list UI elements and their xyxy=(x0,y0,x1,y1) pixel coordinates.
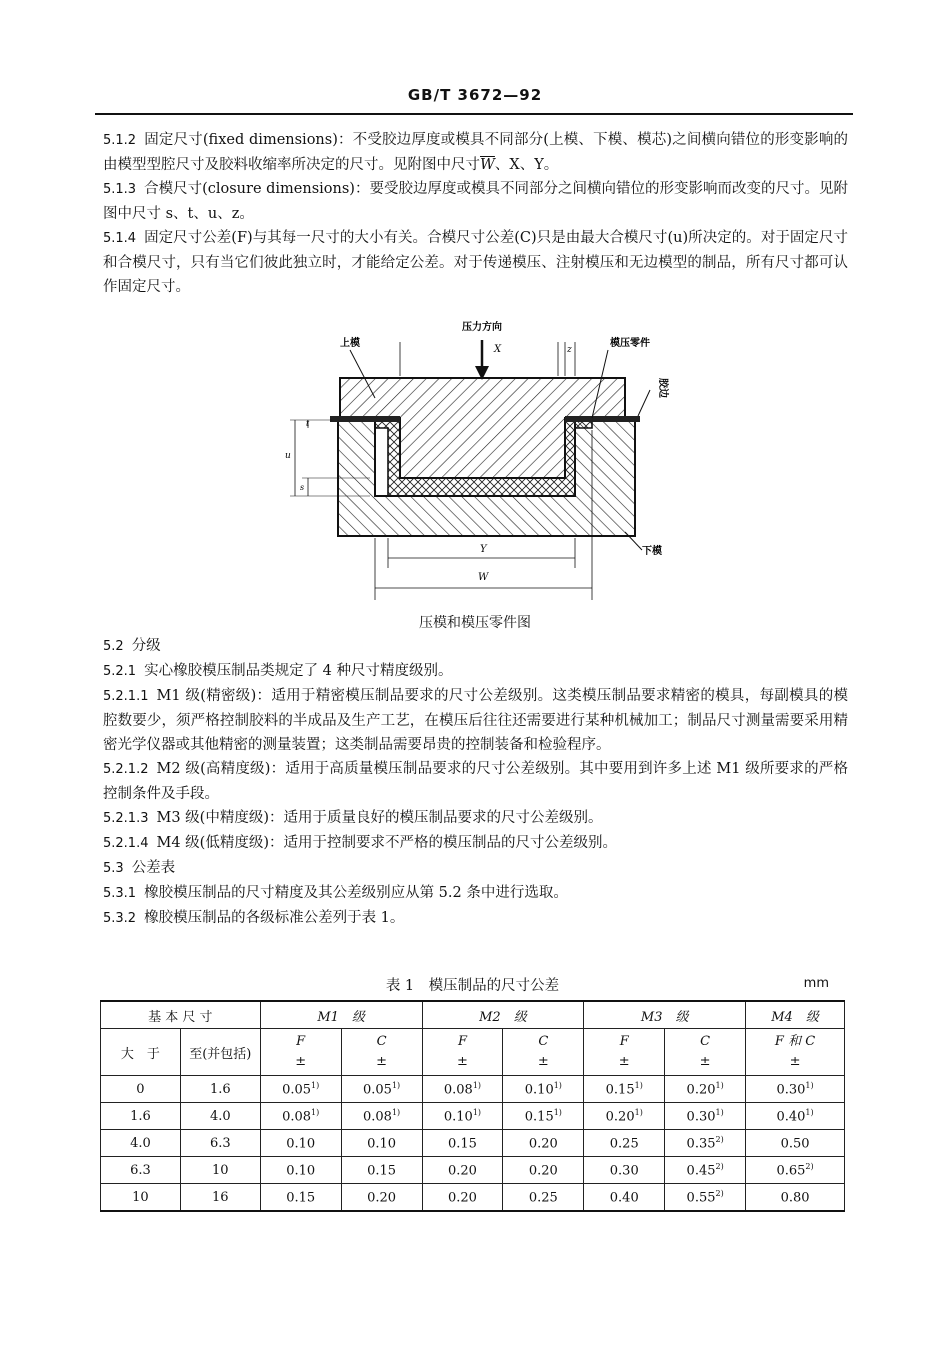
paragraph-5-1-4 xyxy=(103,226,848,299)
paragraph-5-3-2 xyxy=(103,906,848,931)
table-body xyxy=(101,1076,845,1212)
table-row xyxy=(101,1103,845,1130)
cell-tolerance: 0.10$^{1)}$ xyxy=(422,1103,503,1130)
header-m3: M3 级 xyxy=(584,1001,746,1029)
paragraph-5-2-1 xyxy=(103,659,848,684)
clause-number: 5.1.3 xyxy=(103,182,137,197)
definitions-block xyxy=(103,128,848,299)
mold-diagram xyxy=(270,318,690,608)
table-row xyxy=(101,1184,845,1212)
cell-tolerance: 0.20$^{1)}$ xyxy=(584,1103,665,1130)
paragraph-5-2-1-3 xyxy=(103,806,848,831)
paragraph-text: 公差表 xyxy=(131,860,176,876)
header-to: 至(并包括) xyxy=(180,1029,260,1076)
cell-tolerance: 0.20 xyxy=(422,1184,503,1212)
section-5-2 xyxy=(103,634,848,659)
cell-from: 0 xyxy=(101,1076,181,1103)
label-y: Y xyxy=(480,544,487,555)
label-lower: 下模 xyxy=(642,546,662,557)
cell-tolerance: 0.30 xyxy=(584,1157,665,1184)
tolerance-table-block xyxy=(100,974,845,1212)
label-s: s xyxy=(300,483,305,492)
cell-tolerance: 0.08$^{1)}$ xyxy=(260,1103,341,1130)
paragraph-text: M4 级(低精度级)：适用于控制要求不严格的模压制品的尺寸公差级别。 xyxy=(156,835,617,851)
cell-tolerance: 0.05$^{1)}$ xyxy=(260,1076,341,1103)
label-x: X xyxy=(494,344,502,355)
table-header-row-2 xyxy=(101,1029,845,1076)
table-row xyxy=(101,1076,845,1103)
clause-number: 5.2.1 xyxy=(103,664,137,679)
header-m2-f: F ± xyxy=(422,1029,503,1076)
paragraph-text: M3 级(中精度级)：适用于质量良好的模压制品要求的尺寸公差级别。 xyxy=(156,810,603,826)
label-w: W xyxy=(478,572,489,583)
paragraph-text: 橡胶模压制品的各级标准公差列于表 1。 xyxy=(144,910,405,926)
clause-number: 5.2.1.2 xyxy=(103,762,149,777)
cell-tolerance: 0.35$^{2)}$ xyxy=(665,1130,746,1157)
cell-tolerance: 0.15 xyxy=(260,1184,341,1212)
header-m4-fc: F 和 C ± xyxy=(746,1029,845,1076)
clause-number: 5.2.1.3 xyxy=(103,811,149,826)
cell-from: 4.0 xyxy=(101,1130,181,1157)
paragraph-text: 橡胶模压制品的尺寸精度及其公差级别应从第 5.2 条中进行选取。 xyxy=(144,885,568,901)
clause-number: 5.3.2 xyxy=(103,911,137,926)
paragraph-text: 分级 xyxy=(131,638,161,654)
cell-tolerance: 0.05$^{1)}$ xyxy=(341,1076,422,1103)
symbol-w-overline: $\overline{W}$ xyxy=(480,157,495,173)
header-m1: M1 级 xyxy=(260,1001,422,1029)
cell-tolerance: 0.15$^{1)}$ xyxy=(503,1103,584,1130)
cell-tolerance: 0.20 xyxy=(503,1130,584,1157)
cell-to: 1.6 xyxy=(180,1076,260,1103)
cell-tolerance: 0.20$^{1)}$ xyxy=(665,1076,746,1103)
label-flash: 胶边 xyxy=(657,378,668,398)
table-row xyxy=(101,1157,845,1184)
cell-to: 4.0 xyxy=(180,1103,260,1130)
paragraph-text: M1 级(精密级)：适用于精密模压制品要求的尺寸公差级别。这类模压制品要求精密的模具，每副模具的模腔数要少，须严格控制胶料的半成品及生产工艺，在模压后往往还需要进行某种机械加工；制品尺寸测量需要采用精密光学仪器或其他精密的测量装置；这类制品需要昂贵的控制装备和检验程序。 xyxy=(103,688,848,753)
paragraph-5-1-3 xyxy=(103,177,848,226)
paragraph-text: 固定尺寸(fixed dimensions)：不受胶边厚度或模具不同部分(上模、下模、模芯)之间横向错位的形变影响的由模型型腔尺寸及胶料收缩率所决定的尺寸。见附图中尺寸 xyxy=(103,132,848,173)
tolerance-table xyxy=(100,1000,845,1212)
clause-number: 5.3 xyxy=(103,861,124,876)
header-m4: M4 级 xyxy=(746,1001,845,1029)
header-from: 大 于 xyxy=(101,1029,181,1076)
paragraph-tail: 、X、Y。 xyxy=(494,157,559,173)
cell-tolerance: 0.50 xyxy=(746,1130,845,1157)
clause-number: 5.2.1.1 xyxy=(103,689,149,704)
clause-number: 5.2 xyxy=(103,639,124,654)
cell-tolerance: 0.20 xyxy=(341,1184,422,1212)
cell-tolerance: 0.45$^{2)}$ xyxy=(665,1157,746,1184)
paragraph-text: M2 级(高精度级)：适用于高质量模压制品要求的尺寸公差级别。其中要用到许多上述 M1 级所要求的严格控制条件及手段。 xyxy=(103,761,848,802)
cell-to: 10 xyxy=(180,1157,260,1184)
label-t: t xyxy=(306,419,310,428)
cell-from: 6.3 xyxy=(101,1157,181,1184)
paragraph-5-2-1-2 xyxy=(103,757,848,806)
header-m1-c: C ± xyxy=(341,1029,422,1076)
label-z: z xyxy=(567,345,572,355)
cell-from: 10 xyxy=(101,1184,181,1212)
section-5-3 xyxy=(103,856,848,881)
page-header: GB/T 3672—92 xyxy=(407,86,543,104)
cell-tolerance: 0.30$^{1)}$ xyxy=(665,1103,746,1130)
paragraph-5-1-2 xyxy=(103,128,848,177)
cell-tolerance: 0.25 xyxy=(584,1130,665,1157)
figure-caption: 压模和模压零件图 xyxy=(419,615,531,631)
table-caption-row xyxy=(100,974,845,998)
cell-tolerance: 0.40 xyxy=(584,1184,665,1212)
header-m2-c: C ± xyxy=(503,1029,584,1076)
header-m3-f: F ± xyxy=(584,1029,665,1076)
paragraph-5-3-1 xyxy=(103,881,848,906)
cell-tolerance: 0.10 xyxy=(341,1130,422,1157)
table-header-row-1 xyxy=(101,1001,845,1029)
cell-to: 16 xyxy=(180,1184,260,1212)
table-title: 表 1 模压制品的尺寸公差 xyxy=(385,978,560,994)
cell-tolerance: 0.80 xyxy=(746,1184,845,1212)
paragraph-text: 合模尺寸(closure dimensions)：要受胶边厚度或模具不同部分之间横向错位的形变影响而改变的尺寸。见附图中尺寸 s、t、u、z。 xyxy=(103,181,848,222)
cell-tolerance: 0.55$^{2)}$ xyxy=(665,1184,746,1212)
cell-tolerance: 0.10$^{1)}$ xyxy=(503,1076,584,1103)
cell-tolerance: 0.65$^{2)}$ xyxy=(746,1157,845,1184)
cell-tolerance: 0.15$^{1)}$ xyxy=(584,1076,665,1103)
table-row xyxy=(101,1130,845,1157)
cell-tolerance: 0.08$^{1)}$ xyxy=(341,1103,422,1130)
cell-tolerance: 0.15 xyxy=(422,1130,503,1157)
cell-tolerance: 0.15 xyxy=(341,1157,422,1184)
paragraph-5-2-1-4 xyxy=(103,831,848,856)
label-pressure: 压力方向 xyxy=(462,322,502,333)
cell-tolerance: 0.25 xyxy=(503,1184,584,1212)
cell-tolerance: 0.30$^{1)}$ xyxy=(746,1076,845,1103)
header-m3-c: C ± xyxy=(665,1029,746,1076)
cell-tolerance: 0.10 xyxy=(260,1157,341,1184)
table-unit: mm xyxy=(803,976,829,991)
cell-tolerance: 0.20 xyxy=(422,1157,503,1184)
cell-tolerance: 0.08$^{1)}$ xyxy=(422,1076,503,1103)
cell-tolerance: 0.20 xyxy=(503,1157,584,1184)
cell-to: 6.3 xyxy=(180,1130,260,1157)
header-rule xyxy=(95,113,853,115)
header-basic-size: 基 本 尺 寸 xyxy=(101,1001,261,1029)
cell-tolerance: 0.40$^{1)}$ xyxy=(746,1103,845,1130)
cell-from: 1.6 xyxy=(101,1103,181,1130)
label-upper: 上模 xyxy=(340,338,360,349)
header-m2: M2 级 xyxy=(422,1001,584,1029)
label-u: u xyxy=(285,451,291,461)
clause-number: 5.1.2 xyxy=(103,133,137,148)
classification-block xyxy=(103,634,848,931)
label-part: 模压零件 xyxy=(610,338,650,349)
clause-number: 5.1.4 xyxy=(103,231,137,246)
paragraph-5-2-1-1 xyxy=(103,684,848,757)
paragraph-text: 实心橡胶模压制品类规定了 4 种尺寸精度级别。 xyxy=(144,663,453,679)
paragraph-text: 固定尺寸公差(F)与其每一尺寸的大小有关。合模尺寸公差(C)只是由最大合模尺寸(u)所决定的。对于固定尺寸和合模尺寸，只有当它们彼此独立时，才能给定公差。对于传递模压、注射模压和无边模型的制品，所有尺寸都可认作固定尺寸。 xyxy=(103,230,848,295)
clause-number: 5.3.1 xyxy=(103,886,137,901)
header-m1-f: F ± xyxy=(260,1029,341,1076)
cell-tolerance: 0.10 xyxy=(260,1130,341,1157)
clause-number: 5.2.1.4 xyxy=(103,836,149,851)
